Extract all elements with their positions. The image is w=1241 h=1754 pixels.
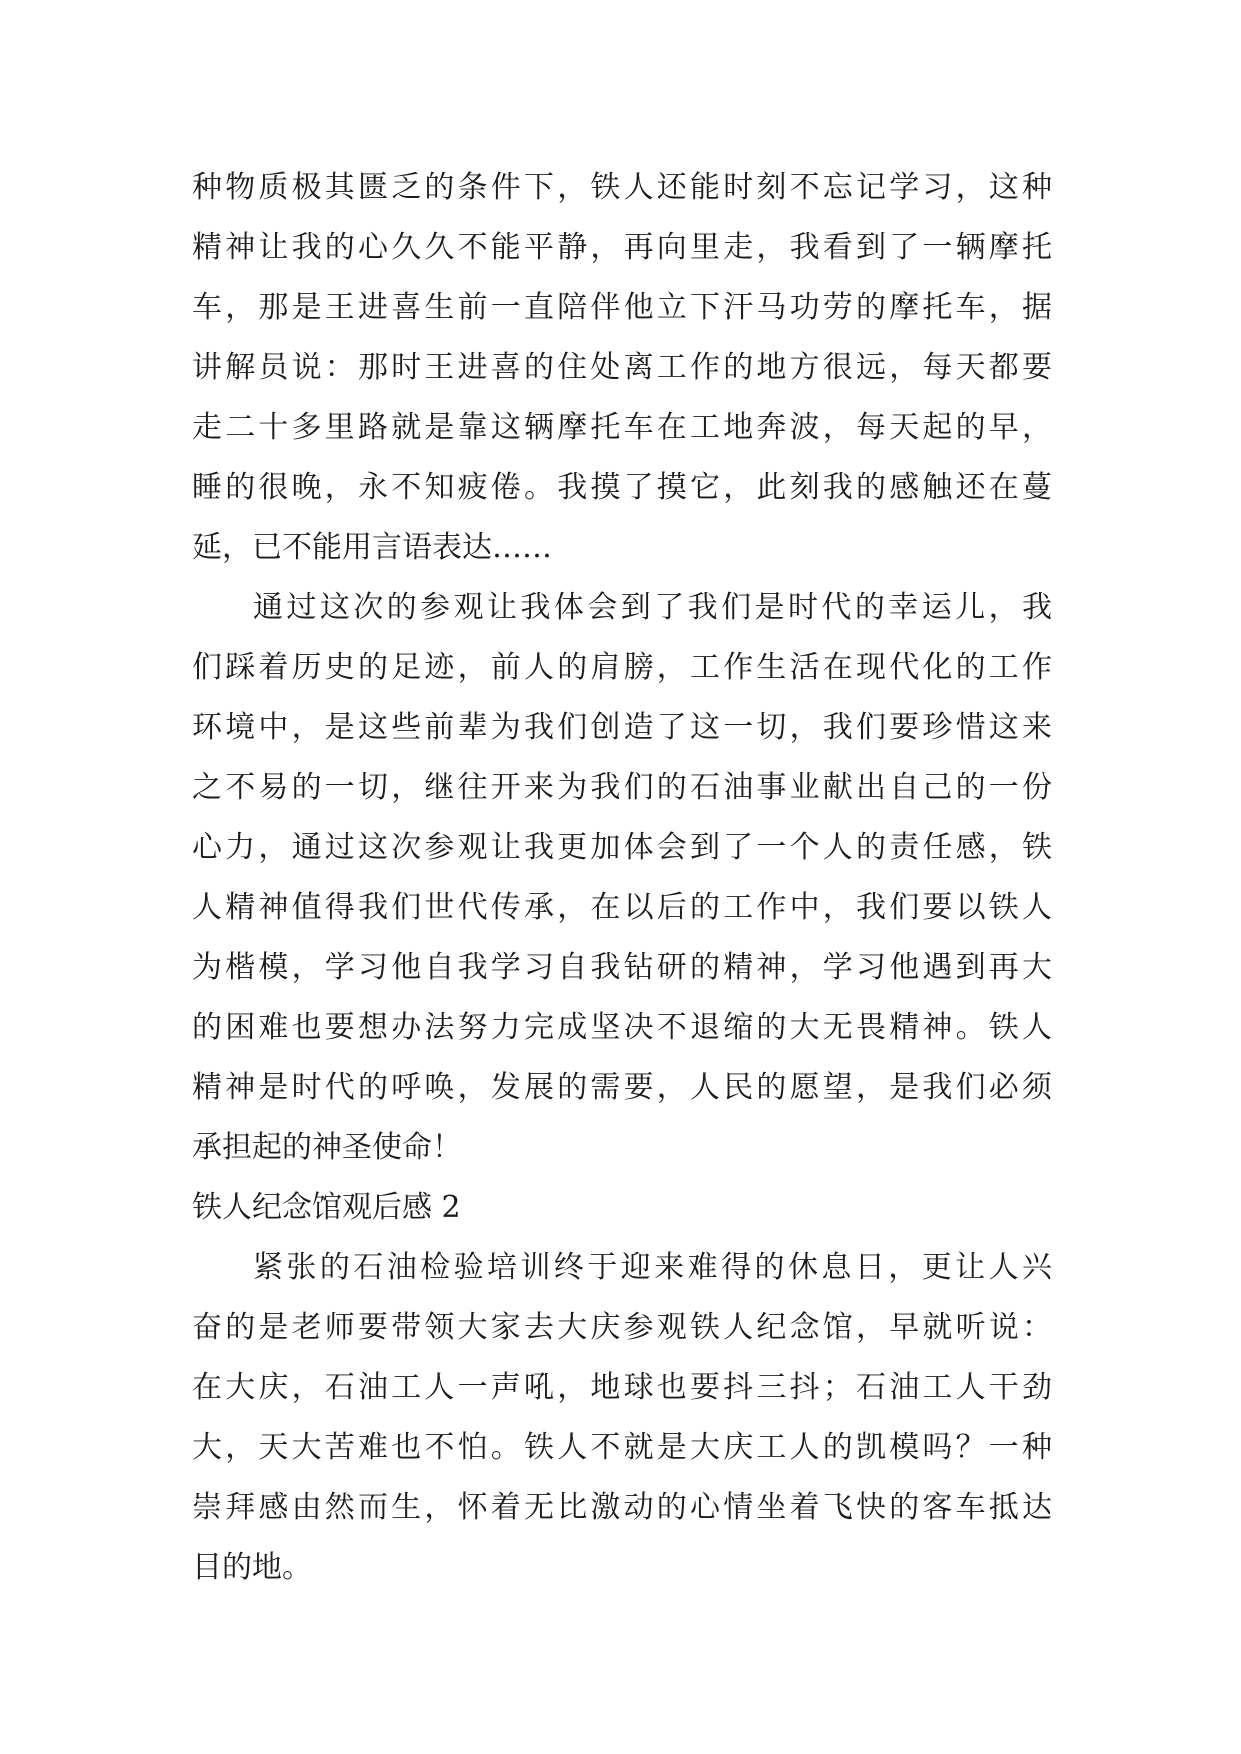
text-line: 讲解员说：那时王进喜的住处离工作的地方很远，每天都要 [192, 350, 1052, 385]
text-line: 目的地。 [192, 1550, 312, 1585]
text-line: 走二十多里路就是靠这辆摩托车在工地奔波，每天起的早， [192, 410, 1052, 445]
text-line: 睡的很晚，永不知疲倦。我摸了摸它，此刻我的感触还在蔓 [192, 470, 1052, 505]
text-line: 延，已不能用言语表达…… [192, 530, 552, 565]
text-line: 精神是时代的呼唤，发展的需要，人民的愿望，是我们必须 [192, 1070, 1052, 1105]
text-line: 紧张的石油检验培训终于迎来难得的休息日，更让人兴 [253, 1250, 1052, 1285]
text-line: 奋的是老师要带领大家去大庆参观铁人纪念馆，早就听说： [192, 1310, 1052, 1345]
text-line: 崇拜感由然而生，怀着无比激动的心情坐着飞快的客车抵达 [192, 1490, 1052, 1525]
text-line: 车，那是王进喜生前一直陪伴他立下汗马功劳的摩托车，据 [192, 290, 1052, 325]
text-line: 通过这次的参观让我体会到了我们是时代的幸运儿，我 [253, 590, 1052, 625]
text-line: 在大庆，石油工人一声吼，地球也要抖三抖；石油工人干劲 [192, 1370, 1052, 1405]
text-line: 精神让我的心久久不能平静，再向里走，我看到了一辆摩托 [192, 230, 1052, 265]
paragraph [192, 1238, 1052, 1598]
document-body [192, 158, 1052, 1598]
text-line: 心力，通过这次参观让我更加体会到了一个人的责任感，铁 [192, 830, 1052, 865]
text-line: 大，天大苦难也不怕。铁人不就是大庆工人的凯模吗？一种 [192, 1430, 1052, 1465]
text-line: 种物质极其匮乏的条件下，铁人还能时刻不忘记学习，这种 [192, 170, 1052, 205]
section-heading [192, 1178, 1052, 1238]
text-line: 之不易的一切，继往开来为我们的石油事业献出自己的一份 [192, 770, 1052, 805]
heading-text: 铁人纪念馆观后感 2 [192, 1190, 461, 1225]
paragraph [192, 158, 1052, 578]
text-line: 环境中，是这些前辈为我们创造了这一切，我们要珍惜这来 [192, 710, 1052, 745]
text-line: 人精神值得我们世代传承，在以后的工作中，我们要以铁人 [192, 890, 1052, 925]
text-line: 承担起的神圣使命！ [192, 1130, 462, 1165]
text-line: 的困难也要想办法努力完成坚决不退缩的大无畏精神。铁人 [192, 1010, 1052, 1045]
paragraph [192, 578, 1052, 1178]
text-line: 们踩着历史的足迹，前人的肩膀，工作生活在现代化的工作 [192, 650, 1052, 685]
text-line: 为楷模，学习他自我学习自我钻研的精神，学习他遇到再大 [192, 950, 1052, 985]
